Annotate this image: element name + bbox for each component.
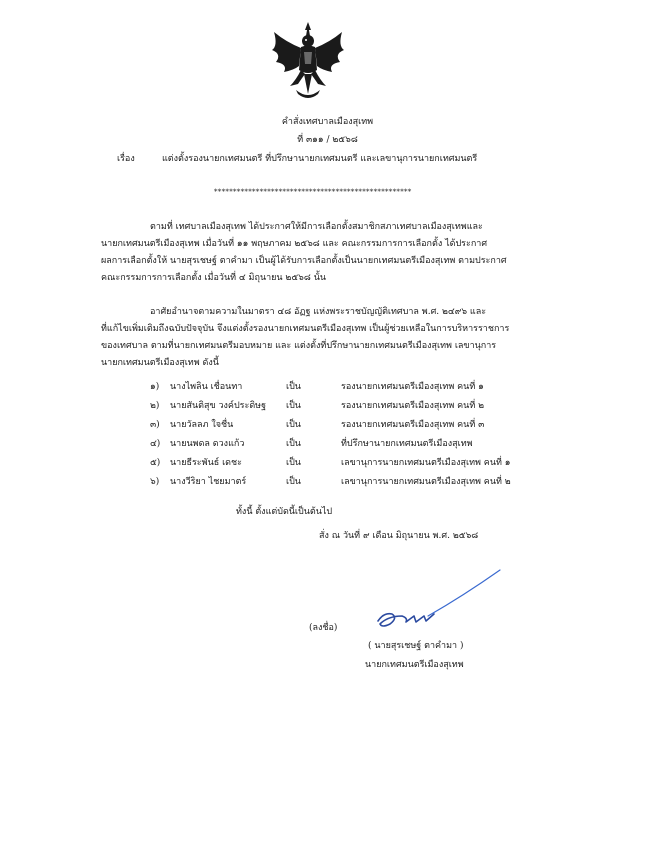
appointment-name: นายธีระพันธ์ เดชะ	[170, 458, 242, 468]
effective-statement: ทั้งนี้ ตั้งแต่บัดนี้เป็นต้นไป	[236, 507, 333, 517]
appointment-number: ๑)	[150, 382, 160, 392]
para2-line: ที่แก้ไขเพิ่มเติมถึงฉบับปัจจุบัน จึงแต่งตั้งรองนายกเทศมนตรีเมืองสุเทพ เป็นผู้ช่วยเหลือในการบริหารราชการ	[101, 324, 510, 334]
appointment-name: นายนพดล ดวงแก้ว	[170, 439, 245, 449]
para1-line: คณะกรรมการการเลือกตั้ง เมื่อวันที่ ๔ มิถุนายน ๒๕๖๘ นั้น	[101, 273, 326, 283]
signature-label: (ลงชื่อ)	[309, 623, 338, 633]
signer-title: นายกเทศมนตรีเมืองสุเทพ	[365, 660, 464, 670]
appointment-row	[0, 437, 655, 451]
appointment-number: ๒)	[150, 401, 160, 411]
garuda-emblem-icon	[268, 20, 348, 102]
appointment-position: รองนายกเทศมนตรีเมืองสุเทพ คนที่ ๑	[341, 382, 484, 392]
signer-name: ( นายสุรเชษฐ์ ตาคำมา )	[368, 641, 464, 651]
para2-line: อาศัยอำนาจตามความในมาตรา ๔๘ อัฏฐ แห่งพระราชบัญญัติเทศบาล พ.ศ. ๒๔๙๖ และ	[150, 307, 487, 317]
appointment-position: เลขานุการนายกเทศมนตรีเมืองสุเทพ คนที่ ๑	[341, 458, 511, 468]
appointment-number: ๖)	[150, 477, 160, 487]
asterisk-divider: ****************************************************	[214, 188, 412, 196]
para1-line: ตามที่ เทศบาลเมืองสุเทพ ได้ประกาศให้มีการเลือกตั้งสมาชิกสภาเทศบาลเมืองสุเทพและ	[150, 222, 483, 232]
appointment-name: นางวีริยา ไชยมาตร์	[170, 477, 247, 487]
appointment-name: นายวัลลภ ใจชื่น	[170, 420, 234, 430]
appointment-as: เป็น	[286, 458, 301, 468]
appointment-number: ๔)	[150, 439, 161, 449]
para1-line: ผลการเลือกตั้งให้ นายสุรเชษฐ์ ตาคำมา เป็นผู้ได้รับการเลือกตั้งเป็นนายกเทศมนตรีเมืองสุเทพ ตามประกาศ	[101, 256, 507, 266]
order-date: สั่ง ณ วันที่ ๙ เดือน มิถุนายน พ.ศ. ๒๕๖๘	[319, 531, 479, 541]
appointment-as: เป็น	[286, 439, 301, 449]
appointment-name: นางไพลิน เชื่อนทา	[170, 382, 243, 392]
appointment-row	[0, 456, 655, 470]
appointment-row	[0, 475, 655, 489]
appointment-position: ที่ปรึกษานายกเทศมนตรีเมืองสุเทพ	[341, 439, 473, 449]
appointment-position: รองนายกเทศมนตรีเมืองสุเทพ คนที่ ๒	[341, 401, 485, 411]
subject-text: แต่งตั้งรองนายกเทศมนตรี ที่ปรึกษานายกเทศมนตรี และเลขานุการนายกเทศมนตรี	[162, 154, 478, 164]
appointment-as: เป็น	[286, 420, 301, 430]
order-number: ที่ ๓๑๑ / ๒๕๖๘	[297, 135, 358, 145]
appointment-position: เลขานุการนายกเทศมนตรีเมืองสุเทพ คนที่ ๒	[341, 477, 511, 487]
order-title: คำสั่งเทศบาลเมืองสุเทพ	[281, 117, 374, 127]
appointment-as: เป็น	[286, 477, 301, 487]
appointment-number: ๕)	[150, 458, 161, 468]
handwritten-signature	[368, 566, 508, 636]
appointment-number: ๓)	[150, 420, 160, 430]
appointment-position: รองนายกเทศมนตรีเมืองสุเทพ คนที่ ๓	[341, 420, 485, 430]
para2-line: นายกเทศมนตรีเมืองสุเทพ ดังนี้	[101, 358, 219, 368]
appointment-name: นายสันติสุข วงค์ประดิษฐ	[170, 401, 267, 411]
appointment-as: เป็น	[286, 401, 301, 411]
para1-line: นายกเทศมนตรีเมืองสุเทพ เมื่อวันที่ ๑๑ พฤษภาคม ๒๕๖๘ และ คณะกรรมการการเลือกตั้ง ได้ประกาศ	[101, 239, 488, 249]
subject-label: เรื่อง	[117, 154, 135, 164]
appointment-as: เป็น	[286, 382, 301, 392]
para2-line: ของเทศบาล ตามที่นายกเทศมนตรีมอบหมาย และ แต่งตั้งที่ปรึกษานายกเทศมนตรีเมืองสุเทพ เลขานุการ	[101, 341, 497, 351]
appointment-row	[0, 399, 655, 413]
appointment-row	[0, 380, 655, 394]
appointment-row	[0, 418, 655, 432]
